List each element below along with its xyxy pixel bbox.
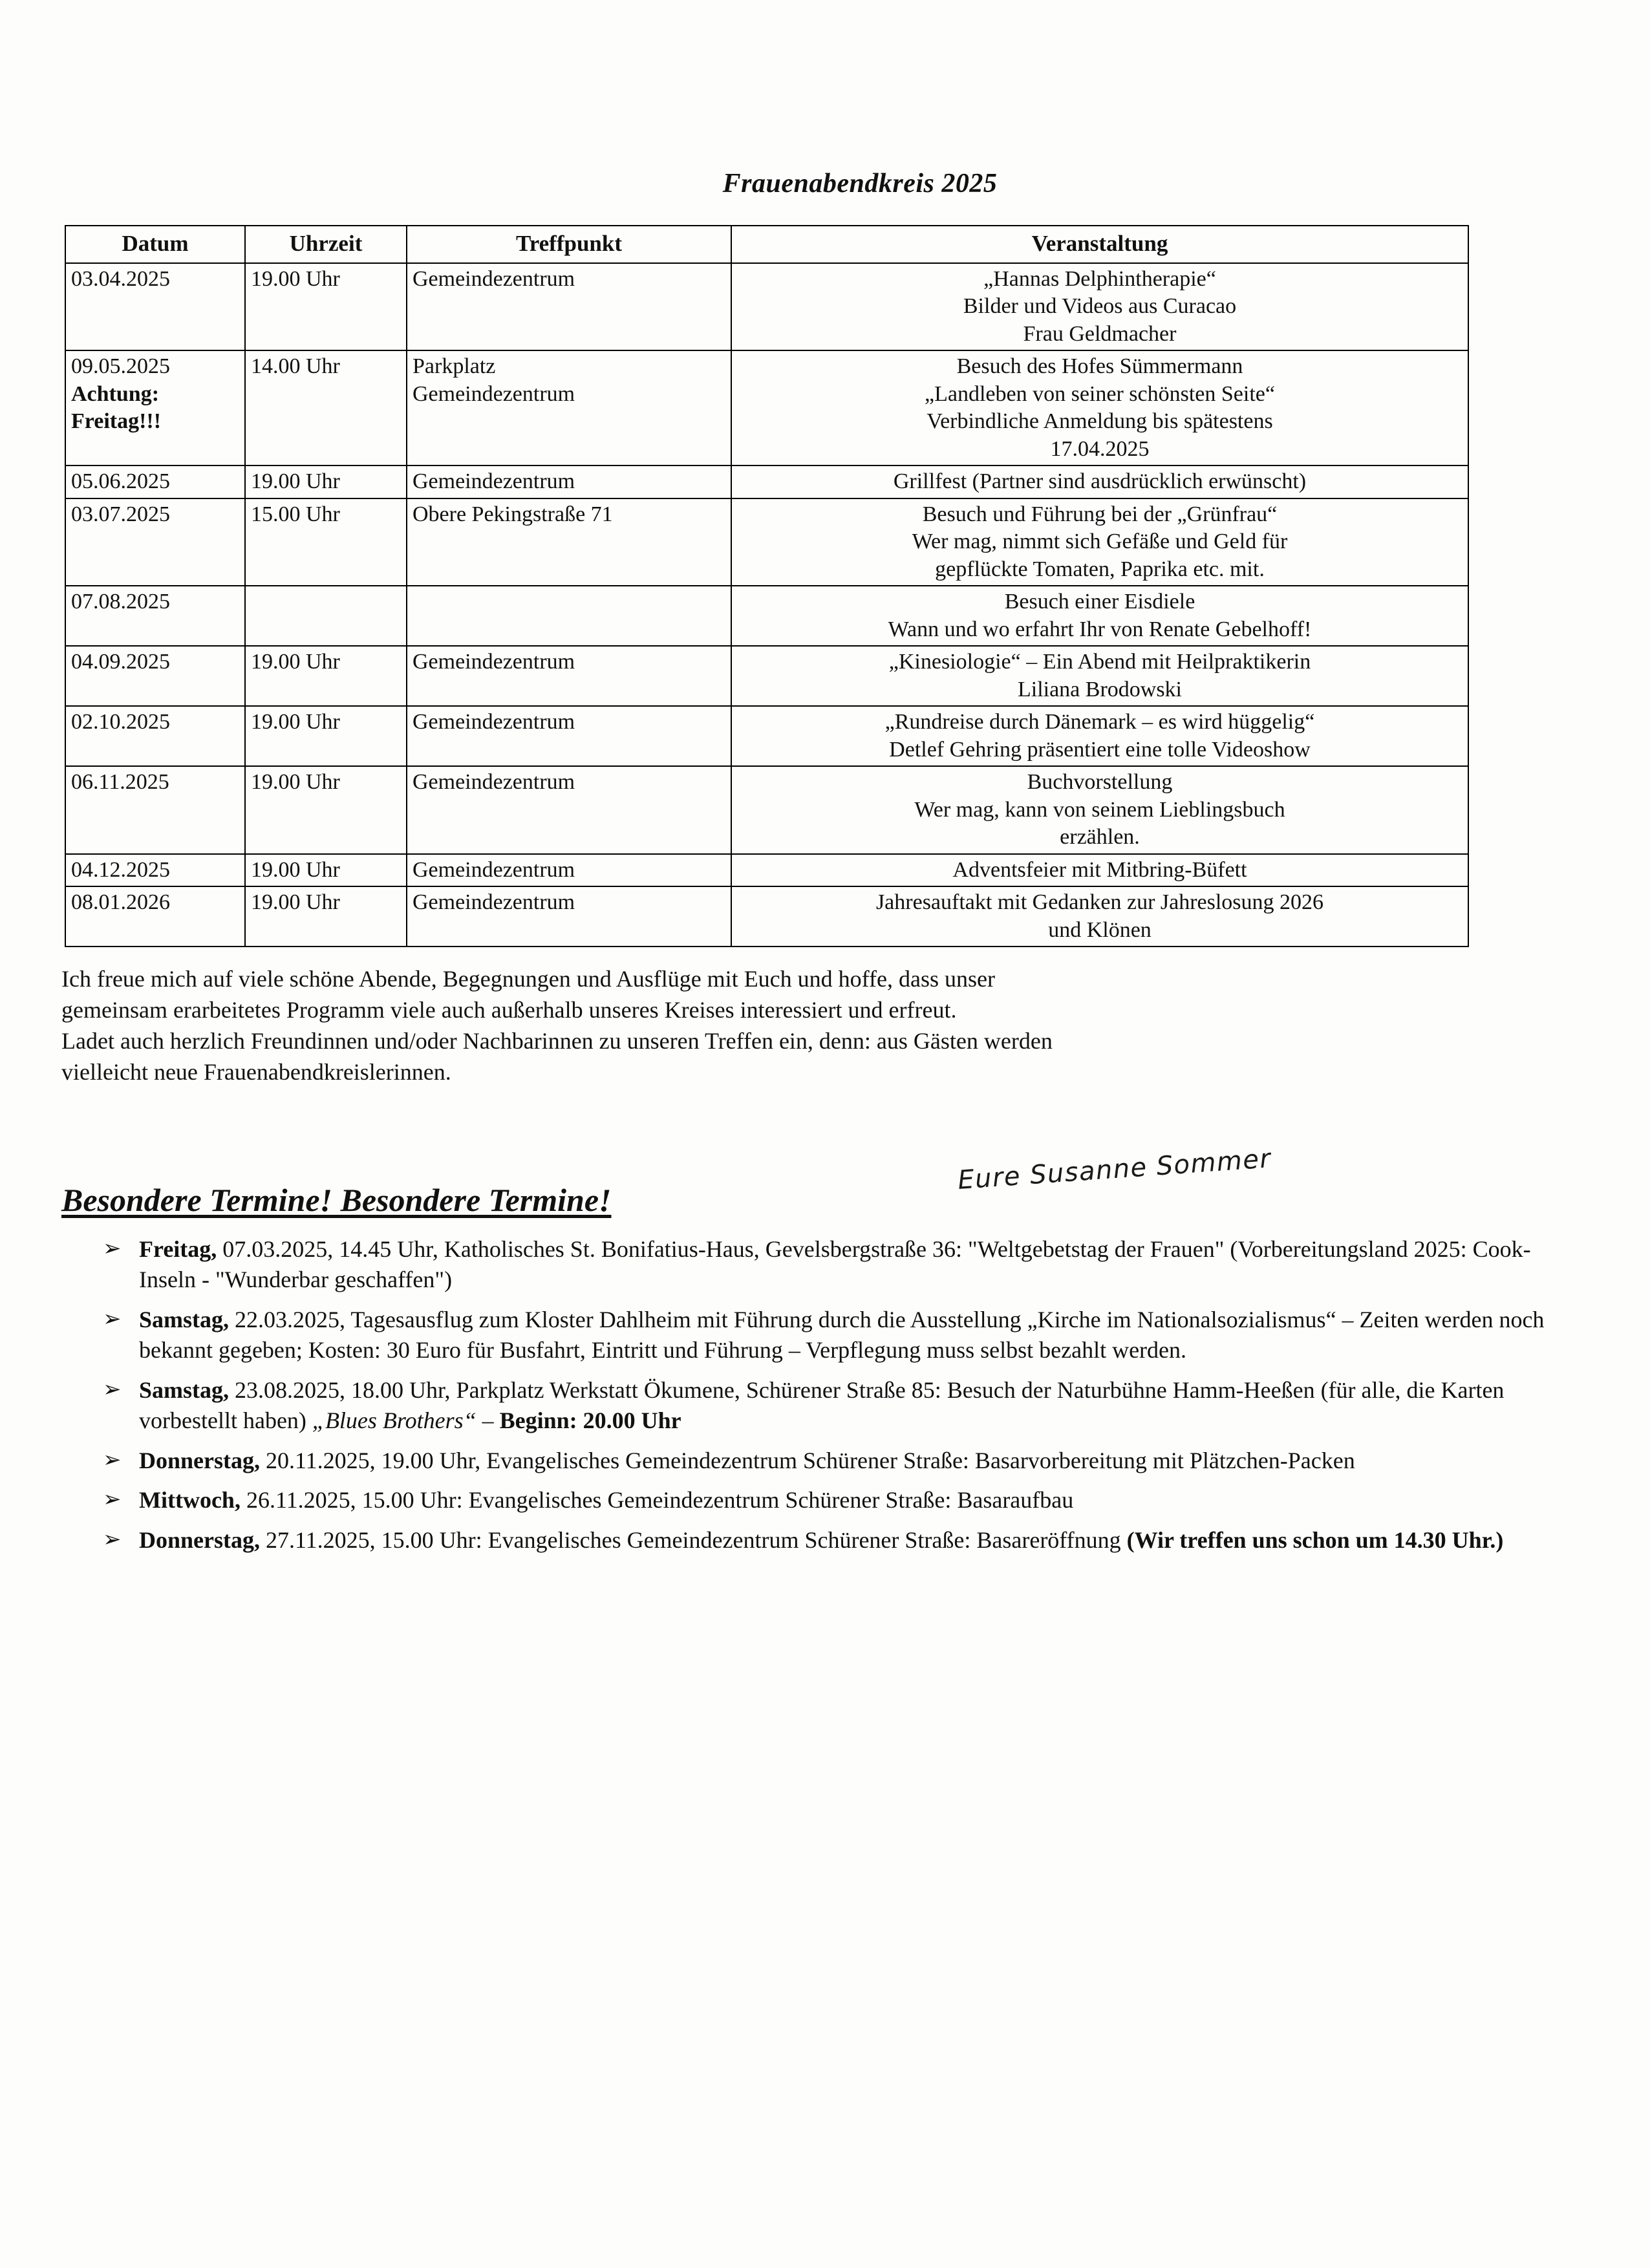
cell-uhrzeit: 19.00 Uhr: [245, 706, 407, 766]
list-item-italic: „Blues Brothers“: [312, 1407, 477, 1434]
cell-veranstaltung: „Rundreise durch Dänemark – es wird hüggelig“ Detlef Gehring präsentiert eine tolle Videoshow: [731, 706, 1468, 766]
cell-datum: 07.08.2025: [65, 586, 245, 646]
list-item-lead: Freitag,: [139, 1236, 217, 1262]
bullet-arrow-icon: ➢: [103, 1486, 122, 1513]
document-content: [61, 168, 1568, 1565]
column-header-treffpunkt: Treffpunkt: [407, 226, 731, 263]
list-item-bold-tail: (Wir treffen uns schon um 14.30 Uhr.): [1126, 1526, 1504, 1553]
cell-veranstaltung: Jahresauftakt mit Gedanken zur Jahreslosung 2026 und Klönen: [731, 886, 1468, 947]
bullet-arrow-icon: ➢: [103, 1446, 122, 1473]
bullet-arrow-icon: ➢: [103, 1305, 122, 1332]
list-item-lead: Samstag,: [139, 1306, 230, 1332]
list-item: [99, 1525, 1568, 1556]
list-item-lead: Donnerstag,: [139, 1447, 260, 1473]
cell-treffpunkt: Gemeindezentrum: [407, 886, 731, 947]
closing-paragraph: Ich freue mich auf viele schöne Abende, Begegnungen und Ausflüge mit Euch und hoffe, dass unser gemeinsam erarbeitetes Programm viele auch außerhalb unseres Kreises interessiert und erfreut. Ladet auch herzlich Freundinnen und/oder Nachbarinnen zu unseren Treffen ein, denn: aus Gästen werden vielleicht neue Frauenabendkreislerinnen.: [61, 966, 1053, 1085]
list-item-text: 27.11.2025, 15.00 Uhr: Evangelisches Gemeindezentrum Schürener Straße: Basareröffnung: [260, 1526, 1127, 1553]
cell-treffpunkt: Obere Pekingstraße 71: [407, 498, 731, 586]
cell-veranstaltung: „Kinesiologie“ – Ein Abend mit Heilpraktikerin Liliana Brodowski: [731, 646, 1468, 706]
cell-datum: 03.04.2025: [65, 263, 245, 351]
table-row: [65, 350, 1468, 465]
cell-datum: 04.09.2025: [65, 646, 245, 706]
list-item: [99, 1305, 1568, 1366]
table-row: [65, 706, 1468, 766]
cell-uhrzeit: [245, 586, 407, 646]
cell-datum: 08.01.2026: [65, 886, 245, 947]
table-row: [65, 263, 1468, 351]
cell-veranstaltung: Besuch und Führung bei der „Grünfrau“ Wer mag, nimmt sich Gefäße und Geld für gepflückte Tomaten, Paprika etc. mit.: [731, 498, 1468, 586]
cell-treffpunkt: Gemeindezentrum: [407, 465, 731, 498]
cell-uhrzeit: 19.00 Uhr: [245, 854, 407, 887]
special-dates-list: [61, 1234, 1568, 1556]
cell-treffpunkt: Gemeindezentrum: [407, 766, 731, 854]
cell-datum: 05.06.2025: [65, 465, 245, 498]
cell-veranstaltung: Buchvorstellung Wer mag, kann von seinem Lieblingsbuch erzählen.: [731, 766, 1468, 854]
column-header-veranstaltung: Veranstaltung: [731, 226, 1468, 263]
column-header-datum: Datum: [65, 226, 245, 263]
schedule-table: [65, 225, 1469, 947]
list-item-text-after: –: [476, 1407, 500, 1434]
cell-datum: 06.11.2025: [65, 766, 245, 854]
cell-veranstaltung: Grillfest (Partner sind ausdrücklich erwünscht): [731, 465, 1468, 498]
cell-treffpunkt: Gemeindezentrum: [407, 706, 731, 766]
cell-uhrzeit: 19.00 Uhr: [245, 263, 407, 351]
list-item-lead: Donnerstag,: [139, 1526, 260, 1553]
list-item-text: 07.03.2025, 14.45 Uhr, Katholisches St. Bonifatius-Haus, Gevelsbergstraße 36: "Weltgebetstag der Frauen" (Vorbereitungsland 2025: Cook-Inseln - "Wunderbar geschaffen"): [139, 1236, 1531, 1293]
table-row: [65, 854, 1468, 887]
cell-datum: 02.10.2025: [65, 706, 245, 766]
cell-uhrzeit: 19.00 Uhr: [245, 646, 407, 706]
cell-veranstaltung: Besuch einer Eisdiele Wann und wo erfahrt Ihr von Renate Gebelhoff!: [731, 586, 1468, 646]
list-item-bold-tail: Beginn: 20.00 Uhr: [499, 1407, 681, 1434]
cell-uhrzeit: 19.00 Uhr: [245, 886, 407, 947]
table-row: [65, 586, 1468, 646]
bullet-arrow-icon: ➢: [103, 1376, 122, 1402]
cell-uhrzeit: 19.00 Uhr: [245, 465, 407, 498]
table-row: [65, 766, 1468, 854]
cell-veranstaltung: Adventsfeier mit Mitbring-Büfett: [731, 854, 1468, 887]
table-header-row: [65, 226, 1468, 263]
bullet-arrow-icon: ➢: [103, 1235, 122, 1261]
cell-veranstaltung: Besuch des Hofes Sümmermann „Landleben von seiner schönsten Seite“ Verbindliche Anmeldung bis spätestens 17.04.2025: [731, 350, 1468, 465]
list-item-text: 23.08.2025, 18.00 Uhr, Parkplatz Werkstatt Ökumene, Schürener Straße 85: Besuch der Naturbühne Hamm-Heeßen (für alle, die Karten vorbestellt haben): [139, 1376, 1505, 1434]
list-item: [99, 1375, 1568, 1437]
list-item-text: 20.11.2025, 19.00 Uhr, Evangelisches Gemeindezentrum Schürener Straße: Basarvorbereitung mit Plätzchen-Packen: [260, 1447, 1355, 1473]
cell-uhrzeit: 15.00 Uhr: [245, 498, 407, 586]
special-dates-heading: Besondere Termine! Besondere Termine!: [61, 1181, 612, 1218]
bullet-arrow-icon: ➢: [103, 1526, 122, 1552]
list-item: [99, 1446, 1568, 1477]
list-item-lead: Samstag,: [139, 1376, 230, 1403]
cell-veranstaltung: „Hannas Delphintherapie“ Bilder und Videos aus Curacao Frau Geldmacher: [731, 263, 1468, 351]
table-row: [65, 886, 1468, 947]
cell-uhrzeit: 19.00 Uhr: [245, 766, 407, 854]
cell-uhrzeit: 14.00 Uhr: [245, 350, 407, 465]
cell-datum: 04.12.2025: [65, 854, 245, 887]
list-item: [99, 1485, 1568, 1516]
list-item: [99, 1234, 1568, 1296]
cell-treffpunkt: Parkplatz Gemeindezentrum: [407, 350, 731, 465]
cell-datum: 09.05.2025 Achtung: Freitag!!!: [65, 350, 245, 465]
table-row: [65, 646, 1468, 706]
list-item-lead: Mittwoch,: [139, 1487, 241, 1514]
cell-treffpunkt: [407, 586, 731, 646]
page-title: Frauenabendkreis 2025: [722, 169, 998, 198]
table-row: [65, 465, 1468, 498]
column-header-uhrzeit: Uhrzeit: [245, 226, 407, 263]
signature: Eure Susanne Sommer: [956, 1143, 1272, 1195]
list-item-text: 26.11.2025, 15.00 Uhr: Evangelisches Gemeindezentrum Schürener Straße: Basaraufbau: [240, 1487, 1074, 1514]
table-row: [65, 498, 1468, 586]
cell-datum: 03.07.2025: [65, 498, 245, 586]
cell-treffpunkt: Gemeindezentrum: [407, 854, 731, 887]
cell-treffpunkt: Gemeindezentrum: [407, 263, 731, 351]
list-item-text: 22.03.2025, Tagesausflug zum Kloster Dahlheim mit Führung durch die Ausstellung „Kirche im Nationalsozialismus“ – Zeiten werden noch bekannt gegeben; Kosten: 30 Euro für Busfahrt, Eintritt und Führung – Verpflegung muss selbst bezahlt werden.: [139, 1306, 1545, 1364]
cell-treffpunkt: Gemeindezentrum: [407, 646, 731, 706]
